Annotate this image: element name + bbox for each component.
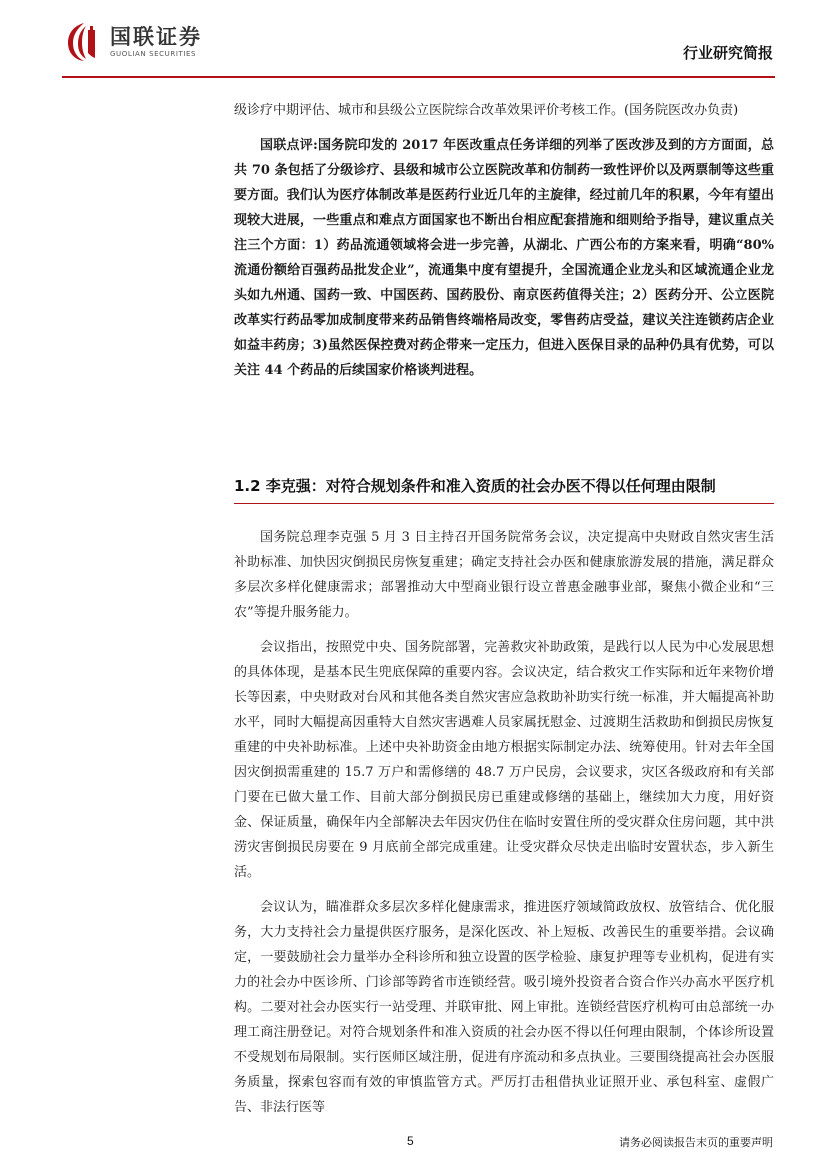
page-header: [0, 0, 827, 90]
page-footer: [0, 1130, 827, 1169]
body-paragraph: 国务院总理李克强 5 月 3 日主持召开国务院常务会议，决定提高中央财政自然灾害生活补助标准、加快因灾倒损民房恢复重建；确定支持社会办医和健康旅游发展的措施，满足群众多层次多样化健康需求；部署推动大中型商业银行设立普惠金融事业部，聚焦小微企业和“三农”等提升服务能力。: [234, 530, 774, 620]
main-body: [234, 525, 774, 1120]
guolian-logo-icon: [64, 20, 104, 64]
footer-disclaimer: 请务必阅读报告末页的重要声明: [619, 1136, 773, 1149]
logo-chinese-text: 国联证券: [110, 25, 202, 49]
logo-english-text: GUOLIAN SECURITIES: [110, 50, 197, 58]
section-heading: 1.2 李克强：对符合规划条件和准入资质的社会办医不得以任何理由限制: [234, 475, 774, 504]
report-type-label: 行业研究简报: [682, 44, 773, 62]
guolian-comment-paragraph: 国联点评:国务院印发的 2017 年医改重点任务详细的列举了医改涉及到的方方面面，总共 70 条包括了分级诊疗、县级和城市公立医院改革和仿制药一致性评价以及两票制等这些重要方面。我们认为医疗体制改革是医药行业近几年的主旋律，经过前几年的积累，今年有望出现较大进展，一些重点和难点方面国家也不断出台相应配套措施和细则给予指导，建议重点关注三个方面：1）药品流通领域将会进一步完善，从湖北、广西公布的方案来看，明确“80%流通份额给百强药品批发企业”，流通集中度有望提升，全国流通企业龙头和区域流通企业龙头如九州通、国药一致、中国医药、国药股份、南京医药值得关注；2）医药分开、公立医院改革实行药品零加成制度带来药品销售终端格局改变，零售药店受益，建议关注连锁药店企业如益丰药房；3)虽然医保控费对药企带来一定压力，但进入医保目录的品种仍具有优势，可以关注 44 个药品的后续国家价格谈判进程。: [234, 138, 774, 378]
page-number: 5: [407, 1134, 414, 1148]
body-paragraph: 会议指出，按照党中央、国务院部署，完善救灾补助政策，是践行以人民为中心发展思想的具体体现，是基本民生兜底保障的重要内容。会议决定，结合救灾工作实际和近年来物价增长等因素，中央财政对台风和其他各类自然灾害应急救助补助实行统一标准，并大幅提高补助水平，同时大幅提高因重特大自然灾害遇难人员家属抚慰金、过渡期生活救助和倒损民房恢复重建的中央补助标准。上述中央补助资金由地方根据实际制定办法、统筹使用。针对去年全国因灾倒损需重建的 15.7 万户和需修缮的 48.7 万户民房，会议要求，灾区各级政府和有关部门要在已做大量工作、目前大部分倒损民房已重建或修缮的基础上，继续加大力度，用好资金、保证质量，确保年内全部解决去年因灾仍住在临时安置住所的受灾群众住房问题，其中洪涝灾害倒损民房要在 9 月底前全部完成重建。让受灾群众尽快走出临时安置状态，步入新生活。: [234, 640, 774, 880]
upper-body: [234, 98, 774, 383]
body-paragraph: 会议认为，瞄准群众多层次多样化健康需求，推进医疗领域简政放权、放管结合、优化服务，大力支持社会力量提供医疗服务，是深化医改、补上短板、改善民生的重要举措。会议确定，一要鼓励社会力量举办全科诊所和独立设置的医学检验、康复护理等专业机构，促进有实力的社会办中医诊所、门诊部等跨省市连锁经营。吸引境外投资者合资合作兴办高水平医疗机构。二要对社会办医实行一站受理、并联审批、网上审批。连锁经营医疗机构可由总部统一办理工商注册登记。对符合规划条件和准入资质的社会办医不得以任何理由限制，个体诊所设置不受规划布局限制。实行医师区域注册，促进有序流动和多点执业。三要围绕提高社会办医服务质量，探索包容而有效的审慎监管方式。严厉打击租借执业证照开业、承包科室、虚假广告、非法行医等: [234, 900, 774, 1115]
header-divider: [62, 76, 775, 78]
continuation-paragraph: 级诊疗中期评估、城市和县级公立医院综合改革效果评价考核工作。(国务院医改办负责): [234, 103, 739, 118]
company-logo: [64, 20, 202, 64]
